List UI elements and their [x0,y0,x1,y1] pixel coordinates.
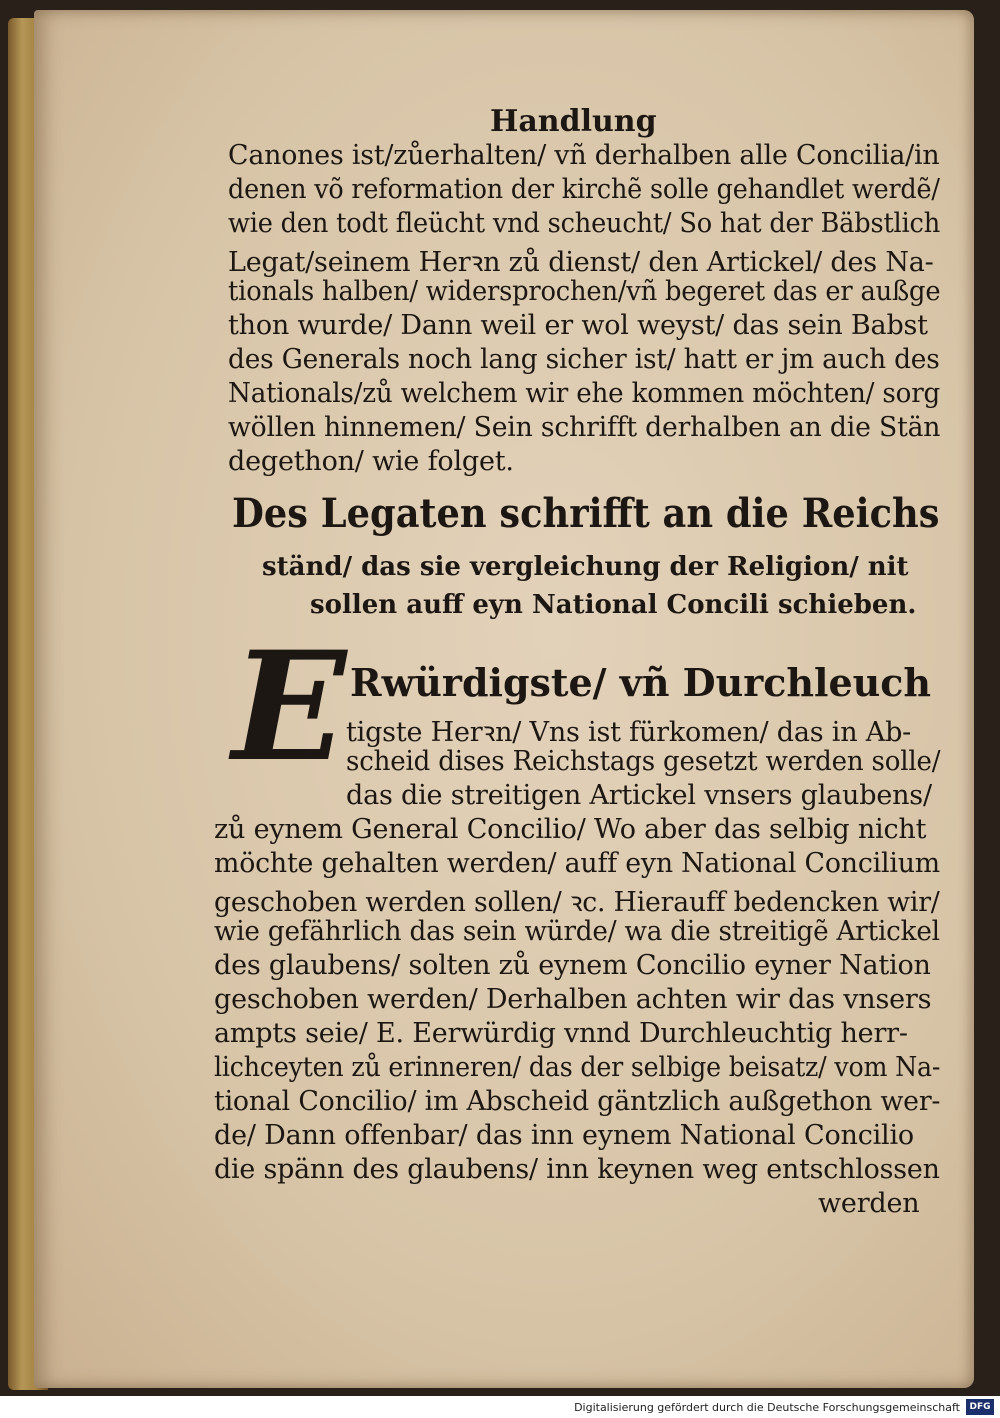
text-line: des glaubens/ solten zů eynem Concilio eyner Nation [214,950,931,981]
running-head: Handlung [490,104,657,139]
catchword: werden [818,1188,920,1219]
text-line: geschoben werden sollen/ ꝛc. Hierauff bedencken wir/ [214,887,940,918]
dfg-logo-icon: DFG [966,1399,994,1415]
text-line: denen võ reformation der kirchẽ solle gehandlet werdẽ/ [228,174,940,205]
section-heading-line: ständ/ das sie vergleichung der Religion/ nit [262,552,909,582]
text-line: tional Concilio/ im Abscheid gäntzlich außgethon wer- [214,1086,941,1117]
text-line: wie gefährlich das sein würde/ wa die streitigẽ Artickel [214,916,940,947]
text-line-first: Rwürdigste/ vñ Durchleuch [350,660,932,705]
section-heading-line: sollen auff eyn National Concili schieben. [310,590,917,620]
text-line: das die streitigen Artickel vnsers glaubens/ [346,780,932,811]
text-line: zů eynem General Concilio/ Wo aber das selbig nicht [214,814,927,845]
text-line: die spänn des glaubens/ inn keynen weg entschlossen [214,1154,940,1185]
footer-credit: Digitalisierung gefördert durch die Deutsche Forschungsgemeinschaft [574,1401,960,1414]
text-line: ampts seie/ E. Eerwürdig vnnd Durchleuchtig herr- [214,1018,908,1049]
decorated-initial: E [232,619,347,795]
text-line: lichceyten zů erinneren/ das der selbige beisatz/ vom Na- [214,1052,941,1083]
text-line: scheid dises Reichstags gesetzt werden solle/ [346,746,941,777]
text-line: tigste Herꝛn/ Vns ist fürkomen/ das in Ab- [346,717,912,748]
text-line: de/ Dann offenbar/ das inn eynem National Concilio [214,1120,914,1151]
text-line: Canones ist/zůerhalten/ vñ derhalben alle Concilia/in [228,140,940,171]
text-line: degethon/ wie folget. [228,446,514,477]
section-heading-line: Des Legaten schrifft an die Reichs [232,490,940,537]
text-line: geschoben werden/ Derhalben achten wir das vnsers [214,984,932,1015]
text-line: wie den todt fleücht vnd scheucht/ So hat der Bäbstlich [228,208,941,239]
text-line: tionals halben/ widersprochen/vñ begeret das er außge [228,276,941,307]
text-line: möchte gehalten werden/ auff eyn National Concilium [214,848,940,879]
text-line: wöllen hinnemen/ Sein schrifft derhalben an die Stän [228,412,941,443]
text-line: Legat/seinem Herꝛn zů dienst/ den Artickel/ des Na- [228,247,934,278]
text-line: Nationals/zů welchem wir ehe kommen möchten/ sorg [228,378,941,409]
text-line: thon wurde/ Dann weil er wol weyst/ das sein Babst [228,310,928,341]
text-line: des Generals noch lang sicher ist/ hatt er jm auch des [228,344,940,375]
